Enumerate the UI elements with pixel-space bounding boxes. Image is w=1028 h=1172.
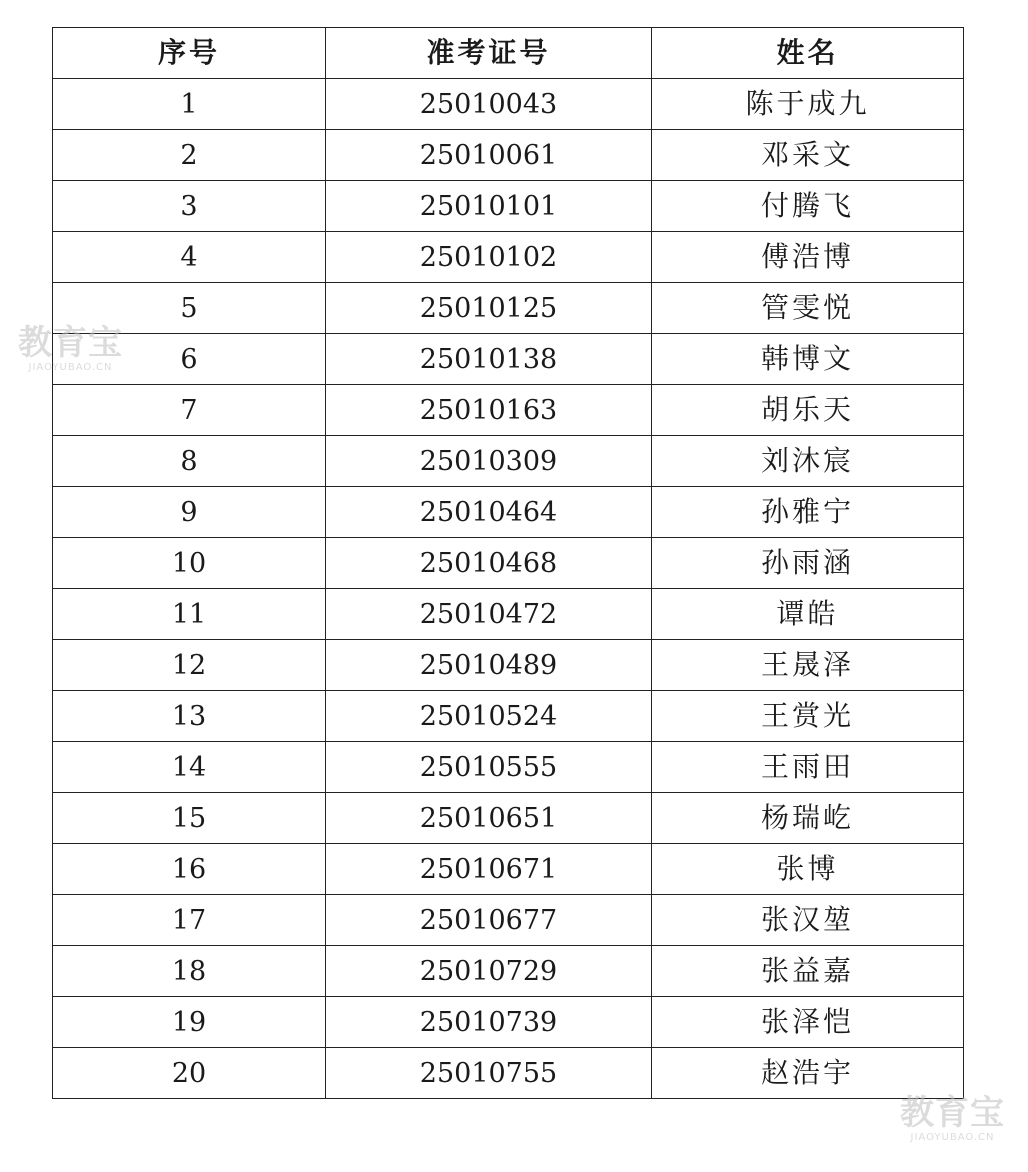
- serial-number-cell: 8: [53, 436, 326, 487]
- exam-ticket-number-cell: 25010061: [326, 130, 652, 181]
- table-row: [53, 691, 964, 742]
- table-row: [53, 130, 964, 181]
- serial-number-cell: 11: [53, 589, 326, 640]
- exam-ticket-number-cell: 25010309: [326, 436, 652, 487]
- name-cell: 张汉堃: [652, 895, 964, 946]
- exam-ticket-number-cell: 25010102: [326, 232, 652, 283]
- serial-number-cell: 18: [53, 946, 326, 997]
- serial-number-cell: 16: [53, 844, 326, 895]
- serial-number-cell: 9: [53, 487, 326, 538]
- exam-ticket-number-cell: 25010472: [326, 589, 652, 640]
- name-cell: 王雨田: [652, 742, 964, 793]
- table-row: [53, 640, 964, 691]
- name-cell: 张益嘉: [652, 946, 964, 997]
- exam-ticket-number-cell: 25010163: [326, 385, 652, 436]
- table-row: [53, 742, 964, 793]
- table-row: [53, 1048, 964, 1099]
- table-row: [53, 232, 964, 283]
- admission-roster-table: [52, 27, 964, 1099]
- serial-number-cell: 5: [53, 283, 326, 334]
- table-row: [53, 997, 964, 1048]
- name-cell: 张博: [652, 844, 964, 895]
- watermark-domain: JIAOYUBAO.CN: [28, 362, 113, 373]
- name-cell: 王赏光: [652, 691, 964, 742]
- table-row: [53, 589, 964, 640]
- table-row: [53, 487, 964, 538]
- table-row: [53, 334, 964, 385]
- serial-number-cell: 6: [53, 334, 326, 385]
- serial-number-cell: 10: [53, 538, 326, 589]
- name-cell: 刘沐宸: [652, 436, 964, 487]
- exam-ticket-number-cell: 25010138: [326, 334, 652, 385]
- exam-ticket-number-cell: 25010464: [326, 487, 652, 538]
- watermark-brand: 教育宝: [18, 323, 123, 363]
- table-body: [53, 79, 964, 1099]
- table-row: [53, 793, 964, 844]
- name-cell: 孙雨涵: [652, 538, 964, 589]
- exam-ticket-number-cell: 25010671: [326, 844, 652, 895]
- serial-number-cell: 20: [53, 1048, 326, 1099]
- watermark-logo: [900, 1093, 1005, 1143]
- serial-number-cell: 14: [53, 742, 326, 793]
- exam-ticket-number-cell: 25010489: [326, 640, 652, 691]
- table-row: [53, 538, 964, 589]
- exam-ticket-number-cell: 25010125: [326, 283, 652, 334]
- header-row: [53, 28, 964, 79]
- exam-ticket-number-cell: 25010651: [326, 793, 652, 844]
- table-row: [53, 283, 964, 334]
- watermark-brand: 教育宝: [900, 1093, 1005, 1133]
- serial-number-cell: 12: [53, 640, 326, 691]
- name-cell: 邓采文: [652, 130, 964, 181]
- name-cell: 傅浩博: [652, 232, 964, 283]
- name-cell: 管雯悦: [652, 283, 964, 334]
- serial-number-cell: 2: [53, 130, 326, 181]
- name-cell: 赵浩宇: [652, 1048, 964, 1099]
- table-row: [53, 181, 964, 232]
- serial-number-cell: 1: [53, 79, 326, 130]
- table-row: [53, 946, 964, 997]
- name-cell: 胡乐天: [652, 385, 964, 436]
- name-cell: 张泽恺: [652, 997, 964, 1048]
- serial-number-cell: 7: [53, 385, 326, 436]
- serial-number-cell: 3: [53, 181, 326, 232]
- watermark-domain: JIAOYUBAO.CN: [910, 1132, 995, 1143]
- name-cell: 王晟泽: [652, 640, 964, 691]
- name-cell: 杨瑞屹: [652, 793, 964, 844]
- exam-ticket-number-cell: 25010755: [326, 1048, 652, 1099]
- table-row: [53, 79, 964, 130]
- serial-number-cell: 15: [53, 793, 326, 844]
- table-row: [53, 436, 964, 487]
- header-serial-number: 序号: [53, 28, 326, 79]
- exam-ticket-number-cell: 25010101: [326, 181, 652, 232]
- header-name: 姓名: [652, 28, 964, 79]
- serial-number-cell: 17: [53, 895, 326, 946]
- exam-ticket-number-cell: 25010468: [326, 538, 652, 589]
- header-exam-ticket-number: 准考证号: [326, 28, 652, 79]
- exam-ticket-number-cell: 25010677: [326, 895, 652, 946]
- name-cell: 付腾飞: [652, 181, 964, 232]
- name-cell: 韩博文: [652, 334, 964, 385]
- table-row: [53, 895, 964, 946]
- table-row: [53, 844, 964, 895]
- exam-ticket-number-cell: 25010739: [326, 997, 652, 1048]
- exam-ticket-number-cell: 25010043: [326, 79, 652, 130]
- name-cell: 谭皓: [652, 589, 964, 640]
- exam-ticket-number-cell: 25010555: [326, 742, 652, 793]
- table-header: [53, 28, 964, 79]
- exam-ticket-number-cell: 25010729: [326, 946, 652, 997]
- name-cell: 孙雅宁: [652, 487, 964, 538]
- serial-number-cell: 13: [53, 691, 326, 742]
- serial-number-cell: 4: [53, 232, 326, 283]
- exam-ticket-number-cell: 25010524: [326, 691, 652, 742]
- serial-number-cell: 19: [53, 997, 326, 1048]
- name-cell: 陈于成九: [652, 79, 964, 130]
- table-row: [53, 385, 964, 436]
